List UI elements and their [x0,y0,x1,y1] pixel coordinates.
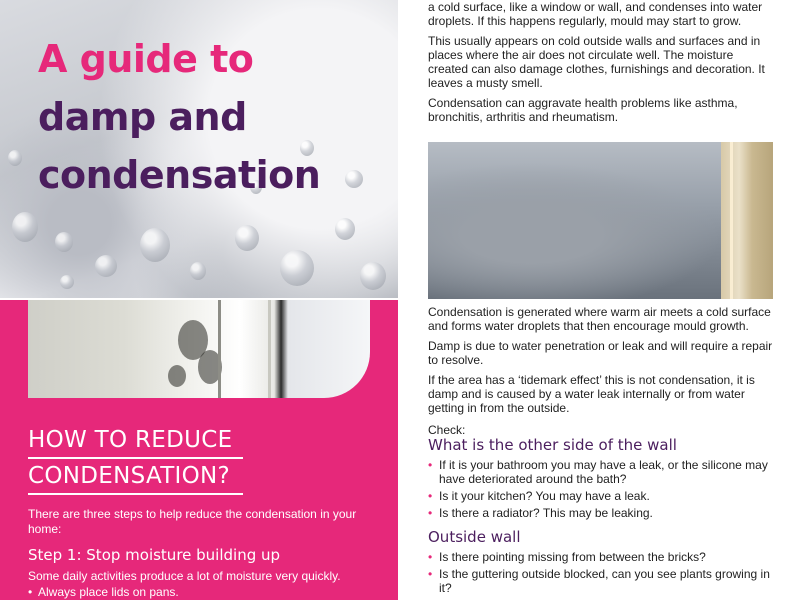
explain-paragraph: Damp is due to water penetration or leak and will require a repair to resolve. [428,339,773,367]
water-droplet [140,228,170,262]
water-droplet [360,262,386,290]
heading-line-1: HOW TO REDUCE [28,423,243,459]
water-droplet [95,255,117,277]
explain-paragraph: If the area has a ‘tidemark effect’ this is not condensation, it is damp and is caused by a water leak internally or from water getting in from the outside. [428,373,755,415]
title-line-1: A guide to [38,37,254,81]
window-edge [730,142,733,299]
other-side-heading: What is the other side of the wall [428,436,677,454]
condensation-window-photo [428,142,773,299]
intro-paragraph: This usually appears on cold outside walls and surfaces and in places where the air does not circulate well. The moisture created can also damage clothes, furnishings and decoration. It leaves a musty smell. [428,34,765,90]
steps-intro: There are three steps to help reduce the condensation in your home: [28,507,357,536]
water-droplet [190,262,206,280]
hero-condensation-image [0,0,398,298]
list-item: • Is it your kitchen? You may have a leak. [428,489,773,503]
intro-paragraph: a cold surface, like a window or wall, and condenses into water droplets. If this happens regularly, mould may start to grow. [428,0,763,28]
intro-paragraphs [428,0,773,130]
title-line-2: damp and [38,95,247,139]
water-droplet [60,275,74,289]
check-label: Check: [428,423,466,437]
step-1-bullet-text: Always place lids on pans. [38,585,179,599]
water-droplet [280,250,314,286]
intro-paragraph: Condensation can aggravate health problems like asthma, bronchitis, arthritis and rheumatism. [428,96,738,124]
mould-patch [168,365,186,387]
outside-wall-list [428,550,773,595]
other-side-list [428,458,773,520]
page-title [38,30,320,204]
bullet-icon: • [28,585,33,599]
list-item: • Is the guttering outside blocked, can you see plants growing in it? [428,567,773,595]
water-droplet [235,225,259,251]
window-frame-edge [218,300,221,398]
window-frame [721,142,773,299]
other-side-section [428,435,773,523]
step-1-text: Some daily activities produce a lot of moisture very quickly. [28,569,341,583]
water-droplet [8,150,22,166]
water-droplet [12,212,38,242]
explain-paragraph: Condensation is generated where warm air meets a cold surface and forms water droplets that then encourage mould growth. [428,305,771,333]
list-item: • If it is your bathroom you may have a leak, or the silicone may have deteriorated around the bath? [428,458,773,486]
water-droplet [345,170,363,188]
explanation-paragraphs [428,305,773,443]
list-item: • Is there a radiator? This may be leaking. [428,506,773,520]
title-line-3: condensation [38,153,321,197]
mould-window-photo [28,300,370,398]
water-droplet [335,218,355,240]
step-1-title: Step 1: Stop moisture building up [28,546,281,564]
step-1-bullet [28,585,179,600]
water-droplet [55,232,73,252]
outside-wall-heading: Outside wall [428,528,521,546]
window-frame-edge [268,300,271,398]
heading-line-2: CONDENSATION? [28,459,243,495]
reduce-condensation-heading [28,423,243,495]
outside-wall-section [428,527,773,598]
list-item: • Is there pointing missing from between the bricks? [428,550,773,564]
